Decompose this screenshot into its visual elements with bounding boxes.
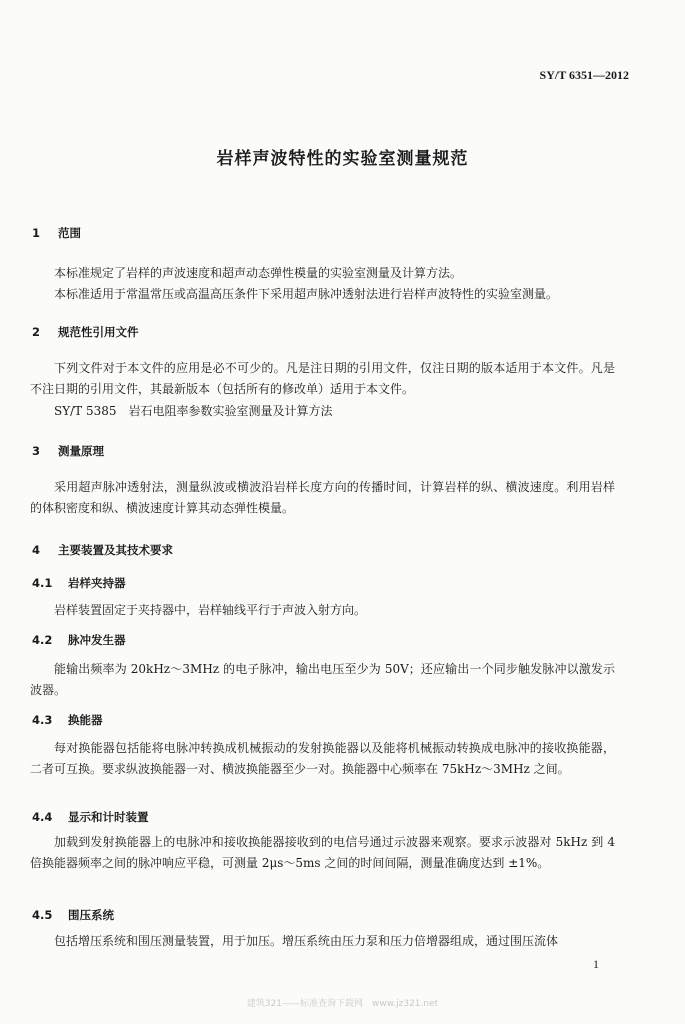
subsection-4-5-heading	[32, 907, 114, 923]
page-number: 1	[593, 957, 599, 971]
subsection-4-2-heading	[32, 632, 126, 648]
subsection-title: 脉冲发生器	[68, 633, 126, 647]
section-number: 2	[32, 325, 41, 339]
subsection-number: 4.3	[32, 713, 53, 727]
subsection-title: 换能器	[68, 713, 103, 727]
paragraph: 下列文件对于本文件的应用是必不可少的。凡是注日期的引用文件，仅注日期的版本适用于本文件。凡是不注日期的引用文件，其最新版本（包括所有的修改单）适用于本文件。	[30, 361, 615, 396]
paragraph: 本标准规定了岩样的声波速度和超声动态弹性模量的实验室测量及计算方法。	[54, 266, 463, 280]
watermark: 建筑321——标准查询下载网 www.jz321.net	[246, 999, 439, 1009]
subsection-4-1-heading	[32, 575, 126, 591]
subsection-number: 4.2	[32, 633, 53, 647]
section-number: 1	[32, 226, 41, 240]
subsection-number: 4.4	[32, 810, 53, 824]
section-4-heading	[32, 542, 173, 558]
paragraph: 能输出频率为 20kHz～3MHz 的电子脉冲，输出电压至少为 50V；还应输出一个同步触发脉冲以激发示波器。	[30, 662, 615, 697]
subsection-4-4-heading	[32, 809, 149, 825]
section-3-heading	[32, 443, 104, 459]
section-number: 4	[32, 543, 41, 557]
subsection-title: 岩样夹持器	[68, 576, 126, 590]
subsection-number: 4.1	[32, 576, 53, 590]
section-number: 3	[32, 444, 41, 458]
document-title: 岩样声波特性的实验室测量规范	[216, 149, 469, 169]
subsection-title: 围压系统	[68, 908, 114, 922]
paragraph: 加载到发射换能器上的电脉冲和接收换能器接收到的电信号通过示波器来观察。要求示波器对 5kHz 到 4 倍换能器频率之间的脉冲响应平稳，可测量 2μs～5ms 之间的时间间隔，测量准确度达到 ±1%。	[30, 835, 615, 870]
paragraph: 岩样装置固定于夹持器中，岩样轴线平行于声波入射方向。	[54, 603, 367, 617]
paragraph: 包括增压系统和围压测量装置，用于加压。增压系统由压力泵和压力倍增器组成，通过围压流体	[54, 934, 559, 948]
section-2-heading	[32, 324, 139, 340]
section-title: 测量原理	[58, 444, 104, 458]
section-title: 范围	[58, 226, 81, 240]
subsection-title: 显示和计时装置	[68, 810, 149, 824]
paragraph: 采用超声脉冲透射法，测量纵波或横波沿岩样长度方向的传播时间，计算岩样的纵、横波速度。利用岩样的体积密度和纵、横波速度计算其动态弹性模量。	[30, 480, 615, 515]
reference-item: SY/T 5385 岩石电阻率参数实验室测量及计算方法	[54, 404, 333, 418]
paragraph: 本标准适用于常温常压或高温高压条件下采用超声脉冲透射法进行岩样声波特性的实验室测量。	[54, 287, 559, 301]
section-title: 规范性引用文件	[58, 325, 139, 339]
subsection-number: 4.5	[32, 908, 53, 922]
standard-code: SY/T 6351—2012	[539, 68, 629, 82]
section-title: 主要装置及其技术要求	[58, 543, 173, 557]
section-1-heading	[32, 225, 81, 241]
subsection-4-3-heading	[32, 712, 103, 728]
paragraph: 每对换能器包括能将电脉冲转换成机械振动的发射换能器以及能将机械振动转换成电脉冲的接收换能器，二者可互换。要求纵波换能器一对、横波换能器至少一对。换能器中心频率在 75kHz～3MHz 之间。	[30, 741, 615, 776]
